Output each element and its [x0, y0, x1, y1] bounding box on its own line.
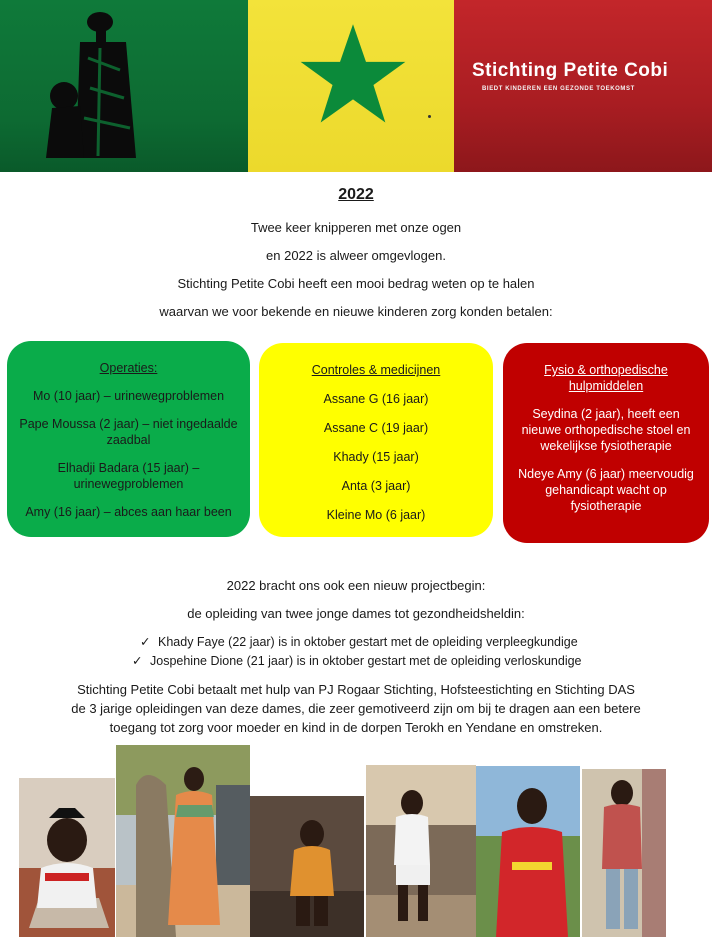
- fysio-title: Fysio & orthopedische hulpmiddelen: [544, 363, 668, 393]
- fysio-item: Ndeye Amy (6 jaar) meervoudig gehandicapt wacht op fysiotherapie: [518, 467, 694, 513]
- controles-item: Khady (15 jaar): [333, 450, 419, 464]
- fysio-item: Seydina (2 jaar), heeft een nieuwe orthopedische stoel en wekelijkse fysiotherapie: [521, 407, 691, 453]
- operaties-title: Operaties:: [99, 361, 158, 375]
- intro-line-2: en 2022 is alweer omgevlogen.: [266, 248, 446, 263]
- child-photo: [19, 778, 115, 937]
- project-line-1: 2022 bracht ons ook een nieuw projectbegin:: [226, 578, 486, 593]
- operaties-item: Mo (10 jaar) – urinewegproblemen: [32, 389, 225, 403]
- intro-line-4: waarvan we voor bekende en nieuwe kinderen zorg konden betalen:: [159, 304, 553, 319]
- flag-red-panel: [454, 0, 712, 172]
- project-para-line-3: toegang tot zorg voor moeder en kind in de dorpen Terokh en Yendane en omstreken.: [109, 720, 603, 735]
- intro-line-3: Stichting Petite Cobi heeft een mooi bedrag weten op te halen: [177, 276, 535, 291]
- project-para-line-1: Stichting Petite Cobi betaalt met hulp van PJ Rogaar Stichting, Hofsteestichting en Stichting DAS: [77, 682, 635, 697]
- controles-item: Assane C (19 jaar): [323, 421, 429, 435]
- controles-box: [259, 343, 493, 537]
- controles-item: Kleine Mo (6 jaar): [326, 508, 426, 522]
- brand-tagline: BIEDT KINDEREN EEN GEZONDE TOEKOMST: [482, 86, 635, 92]
- header-banner: [0, 0, 712, 172]
- flag-dot: [428, 115, 431, 118]
- project-line-2: de opleiding van twee jonge dames tot gezondheidsheldin:: [187, 606, 525, 621]
- operaties-item: Pape Moussa (2 jaar) – niet ingedaalde zaadbal: [19, 417, 238, 447]
- intro-line-1: Twee keer knipperen met onze ogen: [250, 220, 462, 235]
- fysio-box: [503, 343, 709, 543]
- child-standing-photo: [582, 769, 666, 937]
- girl-photo: [116, 745, 250, 937]
- child-sofa-photo: [366, 765, 476, 937]
- checkmark-icon: ✓: [140, 635, 151, 649]
- check-item-1: [140, 634, 578, 649]
- controles-title: Controles & medicijnen: [311, 363, 441, 377]
- year-heading: 2022: [338, 186, 374, 203]
- operaties-item: Amy (16 jaar) – abces aan haar been: [25, 505, 232, 519]
- check-item-text: Jospehine Dione (21 jaar) is in oktober gestart met de opleiding verloskundige: [150, 654, 582, 668]
- operaties-item: Elhadji Badara (15 jaar) – urinewegproblemen: [57, 461, 200, 491]
- check-item-2: [132, 653, 582, 668]
- check-item-text: Khady Faye (22 jaar) is in oktober gestart met de opleiding verpleegkundige: [158, 635, 578, 649]
- mother-child-silhouette-icon: [40, 8, 150, 165]
- checkmark-icon: ✓: [132, 654, 143, 668]
- operaties-box: [7, 341, 250, 537]
- boy-sitting-photo: [250, 796, 364, 937]
- brand-name: Stichting Petite Cobi: [472, 60, 669, 81]
- flag-green-panel: [0, 0, 248, 172]
- project-para-line-2: de 3 jarige opleidingen van deze dames, die zeer gemotiveerd zijn om bij te dragen aan een betere: [71, 701, 641, 716]
- teen-jersey-photo: [476, 766, 580, 937]
- controles-item: Assane G (16 jaar): [323, 392, 429, 406]
- controles-item: Anta (3 jaar): [341, 479, 411, 493]
- flag-yellow-panel: [248, 0, 454, 172]
- green-star-icon: [298, 22, 408, 137]
